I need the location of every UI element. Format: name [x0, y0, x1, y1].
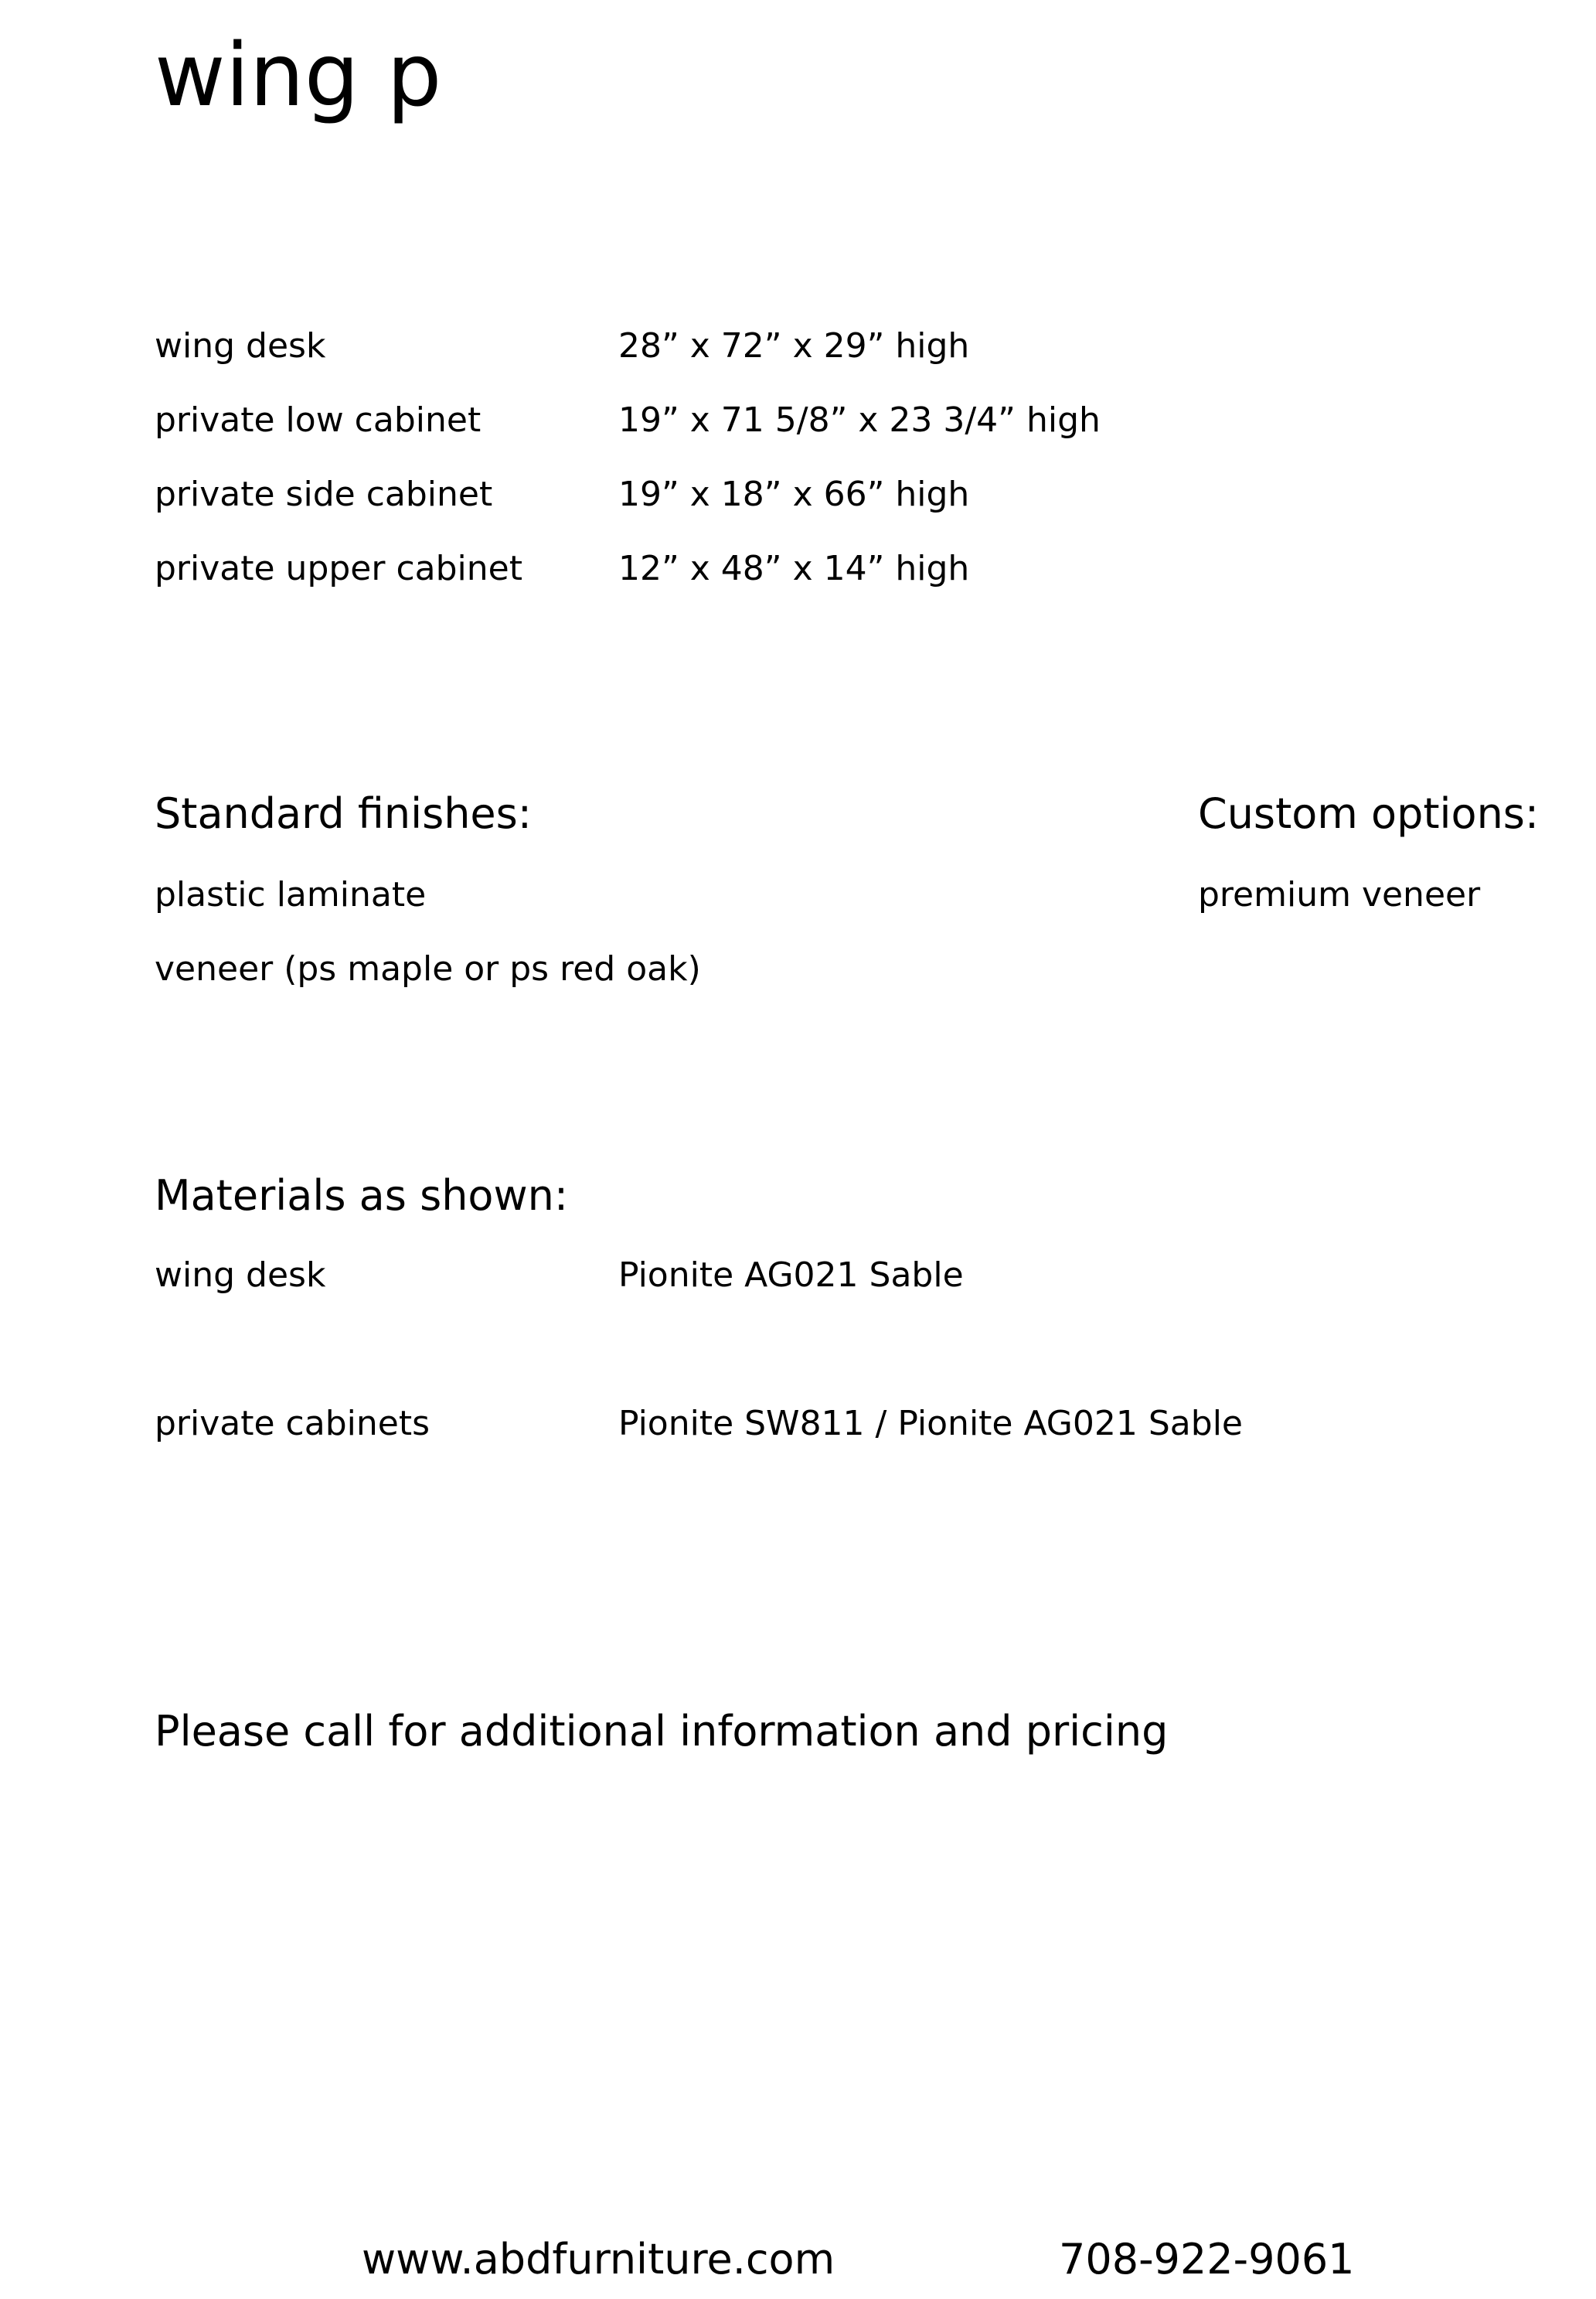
- material-value: Pionite AG021 Sable: [618, 1255, 964, 1295]
- spec-name: private side cabinet: [155, 475, 493, 514]
- spec-row: [0, 323, 1596, 370]
- finish-item: veneer (ps maple or ps red oak): [155, 949, 701, 989]
- material-row: [0, 1401, 1596, 1447]
- phone-number: 708-922-9061: [1059, 2235, 1355, 2284]
- material-name: wing desk: [155, 1255, 326, 1295]
- custom-options-heading: Custom options:: [1198, 789, 1540, 838]
- finish-item: plastic laminate: [155, 875, 427, 914]
- material-value: Pionite SW811 / Pionite AG021 Sable: [618, 1404, 1243, 1443]
- spec-dimensions: 19” x 71 5/8” x 23 3/4” high: [618, 400, 1101, 440]
- spec-row: [0, 546, 1596, 592]
- custom-option-item: premium veneer: [1198, 875, 1481, 914]
- material-row: [0, 1252, 1596, 1299]
- spec-dimensions: 19” x 18” x 66” high: [618, 475, 970, 514]
- spec-name: private low cabinet: [155, 400, 482, 440]
- spec-name: wing desk: [155, 326, 326, 366]
- website-link[interactable]: www.abdfurniture.com: [362, 2235, 835, 2284]
- page-title: wing p: [155, 26, 442, 126]
- spec-dimensions: 12” x 48” x 14” high: [618, 549, 970, 588]
- spec-name: private upper cabinet: [155, 549, 522, 588]
- material-name: private cabinets: [155, 1404, 430, 1443]
- spec-row: [0, 397, 1596, 444]
- spec-dimensions: 28” x 72” x 29” high: [618, 326, 970, 366]
- standard-finishes-heading: Standard finishes:: [155, 789, 532, 838]
- spec-row: [0, 472, 1596, 518]
- materials-heading: Materials as shown:: [155, 1171, 569, 1220]
- call-to-action: Please call for additional information and pricing: [155, 1707, 1169, 1756]
